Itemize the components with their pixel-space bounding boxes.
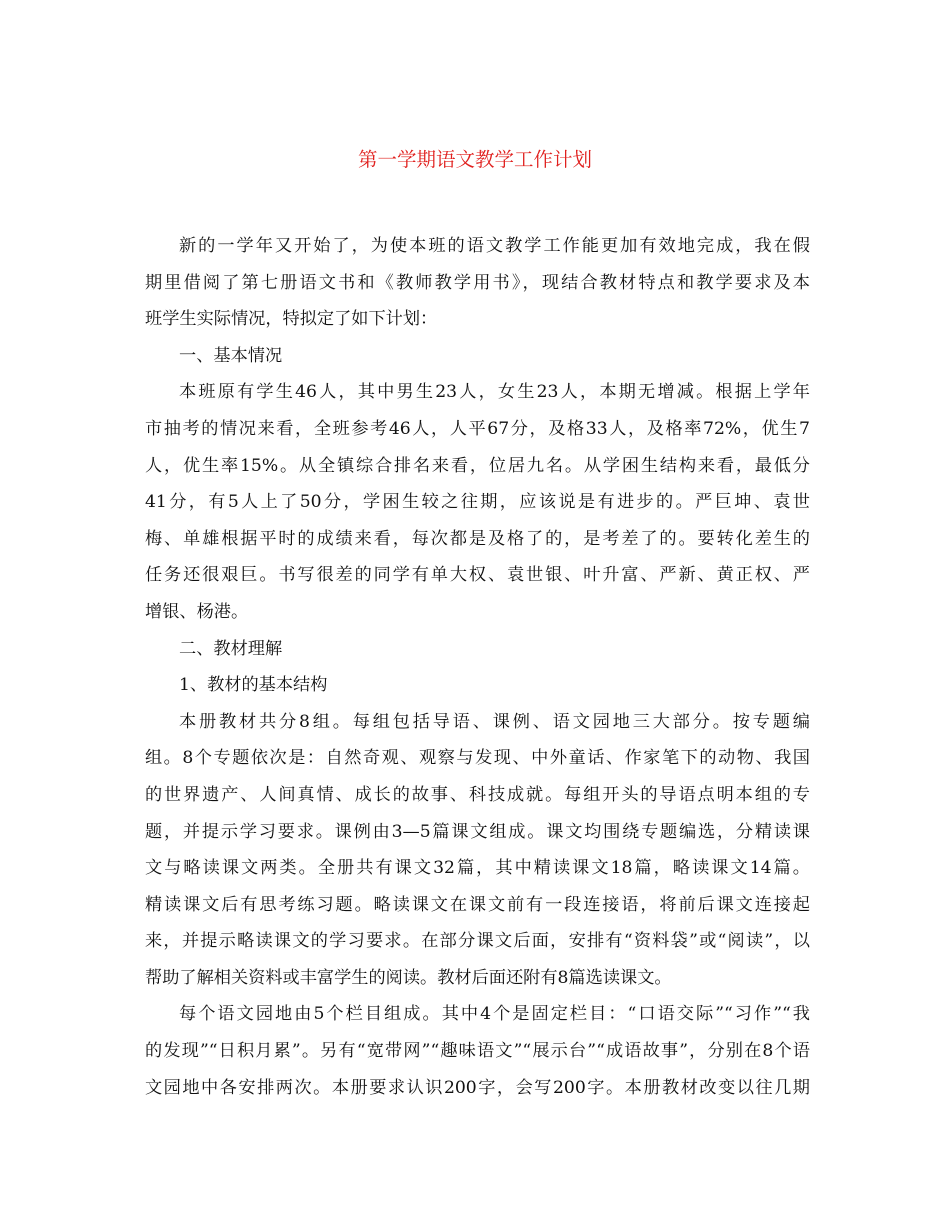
text-line: 班学生实际情况，特拟定了如下计划： — [145, 309, 438, 330]
text-line: 的世界遗产、人间真情、成长的故事、科技成就。每组开头的导语点明本组的专 — [145, 784, 810, 805]
document-body — [145, 228, 810, 1106]
text-line: 1、教材的基本结构 — [179, 675, 328, 696]
text-line: 新的一学年又开始了，为使本班的语文教学工作能更加有效地完成，我在假 — [179, 236, 810, 256]
text-line: 帮助了解相关资料或丰富学生的阅读。教材后面还附有8篇选读课文。 — [145, 967, 672, 988]
document-title: 第一学期语文教学工作计划 — [357, 148, 592, 171]
text-line: 人，优生率15%。从全镇综合排名来看，位居九名。从学困生结构来看，最低分 — [145, 455, 810, 476]
text-line: 文园地中各安排两次。本册要求认识200字，会写200字。本册教材改变以往几期 — [145, 1077, 810, 1098]
text-line: 题，并提示学习要求。课例由3—5篇课文组成。课文均围绕专题编选，分精读课 — [145, 821, 810, 842]
text-line: 一、基本情况 — [179, 345, 283, 366]
text-line: 组。8个专题依次是：自然奇观、观察与发现、中外童话、作家笔下的动物、我国 — [145, 748, 810, 769]
text-line: 本班原有学生46人，其中男生23人，女生23人，本期无增减。根据上学年 — [179, 382, 810, 403]
text-line: 期里借阅了第七册语文书和《教师教学用书》，现结合教材特点和教学要求及本 — [145, 272, 810, 293]
text-line: 每个语文园地由5个栏目组成。其中4个是固定栏目：“口语交际”“习作”“我 — [179, 1004, 810, 1025]
text-line: 任务还很艰巨。书写很差的同学有单大权、袁世银、叶升富、严新、黄正权、严 — [145, 565, 810, 586]
text-line: 市抽考的情况来看，全班参考46人，人平67分，及格33人，及格率72%，优生7 — [145, 418, 810, 439]
text-line: 二、教材理解 — [179, 638, 283, 659]
text-line: 本册教材共分8组。每组包括导语、课例、语文园地三大部分。按专题编 — [179, 711, 810, 732]
text-line: 增银、杨港。 — [145, 601, 249, 622]
text-line: 文与略读课文两类。全册共有课文32篇，其中精读课文18篇，略读课文14篇。 — [145, 858, 810, 879]
text-line: 精读课文后有思考练习题。略读课文在课文前有一段连接语，将前后课文连接起 — [145, 894, 810, 915]
text-line: 41分，有5人上了50分，学困生较之往期，应该说是有进步的。严巨坤、袁世 — [145, 492, 810, 513]
text-line: 的发现”“日积月累”。另有“宽带网”“趣味语文”“展示台”“成语故事”，分别在8个语 — [145, 1041, 810, 1062]
text-line: 梅、单雄根据平时的成绩来看，每次都是及格了的，是考差了的。要转化差生的 — [145, 528, 810, 549]
text-line: 来，并提示略读课文的学习要求。在部分课文后面，安排有“资料袋”或“阅读”，以 — [145, 931, 810, 952]
